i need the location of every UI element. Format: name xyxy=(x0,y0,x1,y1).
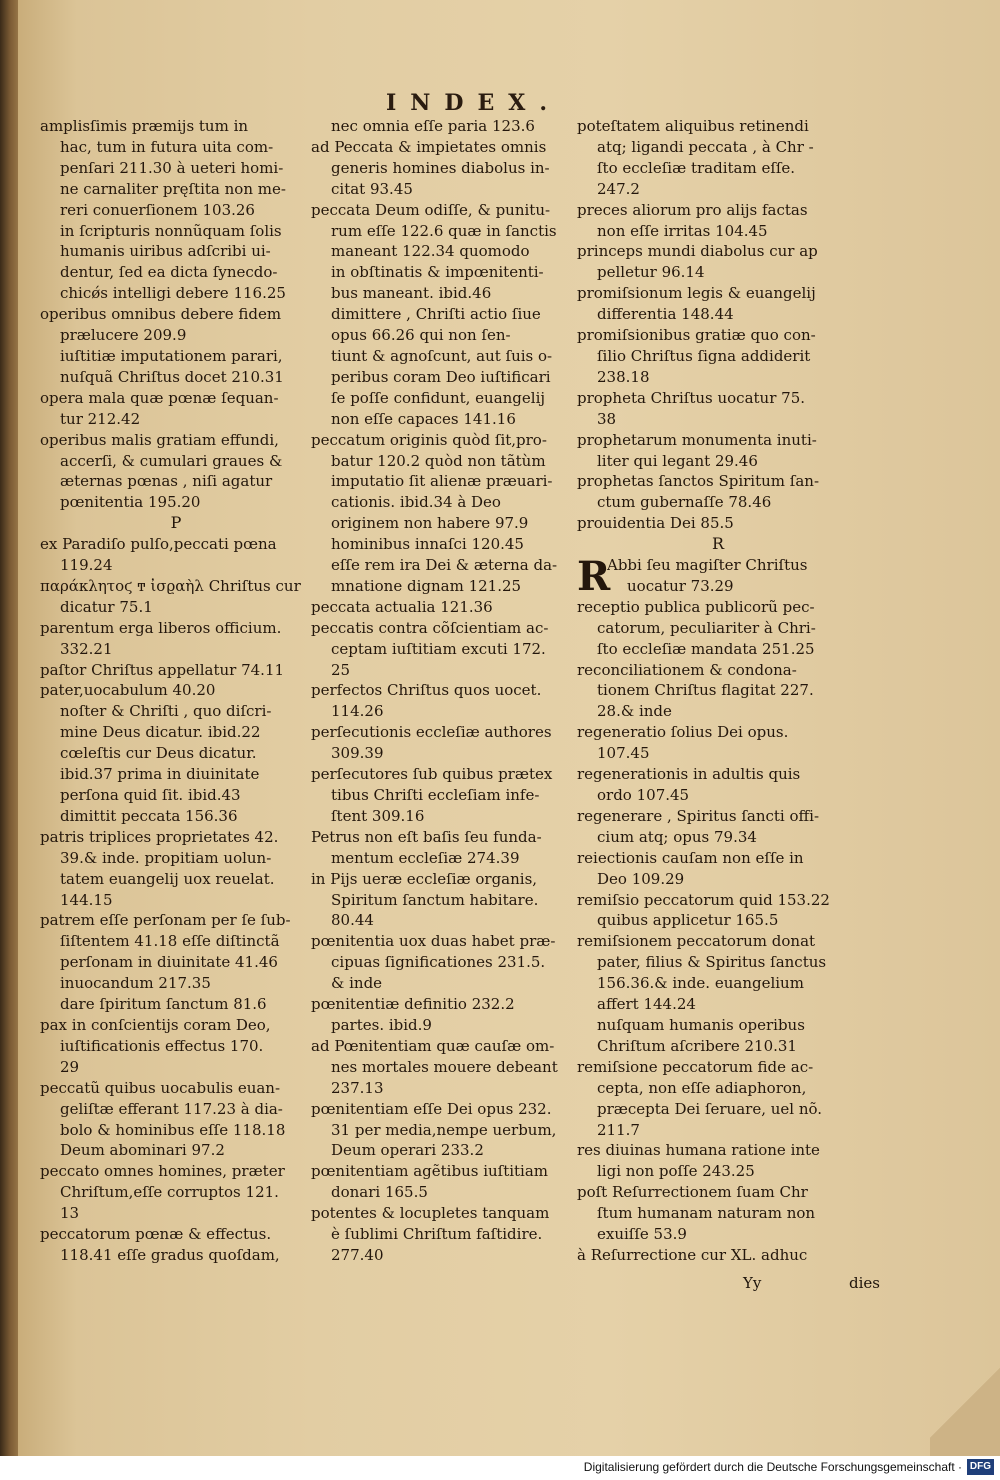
index-line: 247.2 xyxy=(597,179,640,198)
index-line: preces aliorum pro alijs factas xyxy=(577,200,808,219)
index-line: exuiſſe 53.9 xyxy=(597,1225,687,1244)
index-line: παράκλητοϛ ͳ ἰσϱαὴλ Chriſtus cur xyxy=(40,576,301,595)
index-line: hac, tum in futura uita com- xyxy=(60,137,274,156)
index-line: 332.21 xyxy=(60,639,113,658)
index-line: prælucere 209.9 xyxy=(60,326,187,345)
index-line: dicatur 75.1 xyxy=(60,597,153,616)
index-line: 118.41 eſſe gradus quoſdam, xyxy=(60,1245,280,1264)
index-line: peccata actualia 121.36 xyxy=(311,597,493,616)
index-line: peccatum originis quòd ſit,pro- xyxy=(311,430,547,449)
index-line: mine Deus dicatur. ibid.22 xyxy=(60,723,261,742)
index-line: 119.24 xyxy=(60,556,113,575)
index-line: nuſquã Chriſtus docet 210.31 xyxy=(60,367,284,386)
signature-mark: Yy xyxy=(743,1274,762,1292)
index-line: pœnitentiam eſſe Dei opus 232. xyxy=(311,1099,552,1118)
index-line: potentes & locupletes tanquam xyxy=(311,1204,550,1223)
index-line: maneant 122.34 quomodo xyxy=(331,242,530,261)
index-line: inuocandum 217.35 xyxy=(60,974,211,993)
index-line: pax in conſcientijs coram Deo, xyxy=(40,1015,271,1034)
index-line: hominibus innaſci 120.45 xyxy=(331,535,524,554)
index-line: originem non habere 97.9 xyxy=(331,514,529,533)
index-column-3-part-2 xyxy=(577,597,859,1266)
index-line: propheta Chriſtus uocatur 75. xyxy=(577,388,806,407)
index-line: dimittit peccata 156.36 xyxy=(60,806,238,825)
index-line: ſilio Chriſtus ſigna addiderit xyxy=(597,346,811,365)
index-line: batur 120.2 quòd non tãtùm xyxy=(331,451,546,470)
index-column-3 xyxy=(577,116,859,1266)
index-line: 211.7 xyxy=(597,1120,640,1139)
index-line: humanis uiribus adſcribi ui- xyxy=(60,242,271,261)
index-line: ad Peccata & impietates omnis xyxy=(311,137,547,156)
index-line: 309.39 xyxy=(331,744,384,763)
dropcap-letter: R xyxy=(577,553,611,601)
index-line: citat 93.45 xyxy=(331,179,413,198)
index-line: tionem Chriſtus flagitat 227. xyxy=(597,681,814,700)
index-line: differentia 148.44 xyxy=(597,305,734,324)
index-line: ſtum humanam naturam non xyxy=(597,1204,816,1223)
index-line: perſonam in diuinitate 41.46 xyxy=(60,953,278,972)
index-line: tur 212.42 xyxy=(60,409,141,428)
index-line: dare ſpiritum ſanctum 81.6 xyxy=(60,995,267,1014)
index-line: pater, filius & Spiritus ſanctus xyxy=(597,953,827,972)
index-line: imputatio ſit alienæ præuari- xyxy=(331,472,553,491)
index-line: penſari 211.30 à ueteri homi- xyxy=(60,158,284,177)
index-line: uocatur 73.29 xyxy=(627,576,734,595)
index-line: ad Pœnitentiam quæ cauſæ om- xyxy=(311,1036,555,1055)
index-line: 237.13 xyxy=(331,1078,384,1097)
running-head: INDEX. xyxy=(386,90,561,116)
index-line: quibus applicetur 165.5 xyxy=(597,911,779,930)
index-line: operibus omnibus debere fidem xyxy=(40,305,282,324)
index-line: nuſquam humanis operibus xyxy=(597,1015,805,1034)
index-line: in ſcripturis nonnũquam ſolis xyxy=(60,221,282,240)
index-line: mentum eccleſiæ 274.39 xyxy=(331,848,520,867)
index-line: regenerationis in adultis quis xyxy=(577,765,801,784)
index-line: non eſſe irritas 104.45 xyxy=(597,221,768,240)
index-line: ibid.37 prima in diuinitate xyxy=(60,765,260,784)
index-line: reri conuerſionem 103.26 xyxy=(60,200,255,219)
index-line: poteſtatem aliquibus retinendi xyxy=(577,117,809,135)
index-line: 38 xyxy=(597,409,617,428)
index-line: cepta, non eſſe adiaphoron, xyxy=(597,1078,807,1097)
index-line: 29 xyxy=(60,1057,80,1076)
index-line: prouidentia Dei 85.5 xyxy=(577,514,734,533)
index-line: non eſſe capaces 141.16 xyxy=(331,409,516,428)
index-line: cationis. ibid.34 à Deo xyxy=(331,493,501,512)
index-line: pœnitentiæ definitio 232.2 xyxy=(311,995,515,1014)
index-line: 25 xyxy=(331,660,351,679)
index-line: peccatis contra cõſcientiam ac- xyxy=(311,618,549,637)
index-line: chicǿs intelligi debere 116.25 xyxy=(60,284,286,303)
index-column-3-part-1 xyxy=(577,116,859,555)
index-line: partes. ibid.9 xyxy=(331,1015,432,1034)
index-line: tatem euangelij uox reuelat. xyxy=(60,869,275,888)
index-line: ſto eccleſiæ traditam eſſe. xyxy=(597,158,796,177)
index-line: reiectionis cauſam non eſſe in xyxy=(577,848,804,867)
index-line: 107.45 xyxy=(597,744,650,763)
index-line: dimittere , Chriſti actio ſiue xyxy=(331,305,541,324)
index-line: affert 144.24 xyxy=(597,995,696,1014)
index-line: 156.36.& inde. euangelium xyxy=(597,974,804,993)
page-fold-corner xyxy=(930,1350,1000,1456)
index-line: rum eſſe 122.6 quæ in ſanctis xyxy=(331,221,557,240)
index-line: 28.& inde xyxy=(597,702,672,721)
index-line: parentum erga liberos officium. xyxy=(40,618,282,637)
index-line: operibus malis gratiam effundi, xyxy=(40,430,279,449)
index-line: promiſsionum legis & euangelij xyxy=(577,284,816,303)
index-line: dentur, ſed ea dicta ſynecdo- xyxy=(60,263,278,282)
index-line: peccatũ quibus uocabulis euan- xyxy=(40,1078,281,1097)
index-line: ſe poſſe confidunt, euangelij xyxy=(331,388,546,407)
index-line: perſona quid ſit. ibid.43 xyxy=(60,786,241,804)
index-line: liter qui legant 29.46 xyxy=(597,451,758,470)
footer-credit: Digitalisierung gefördert durch die Deutsche Forschungsgemeinschaft · xyxy=(583,1460,962,1474)
index-line: promiſsionibus gratiæ quo con- xyxy=(577,326,816,345)
index-line: eſſe rem ira Dei & æterna da- xyxy=(331,556,558,575)
index-line: Deum operari 233.2 xyxy=(331,1141,484,1160)
catchword: dies xyxy=(849,1274,880,1292)
index-line: atq; ligandi peccata , à Chr - xyxy=(597,137,814,156)
book-page xyxy=(18,0,1000,1456)
index-line: regeneratio ſolius Dei opus. xyxy=(577,723,789,742)
index-line: pœnitentiam agẽtibus iuſtitiam xyxy=(311,1162,549,1181)
index-line: remiſsio peccatorum quid 153.22 xyxy=(577,890,830,909)
index-line: receptio publica publicorũ pec- xyxy=(577,597,815,616)
index-line: æternas pœnas , niſi agatur xyxy=(60,472,273,491)
letter-section-heading: R xyxy=(711,534,725,554)
index-line: è ſublimi Chriſtum faſtidire. xyxy=(331,1225,543,1244)
letter-section-heading: P xyxy=(170,513,182,533)
index-line: remiſsione peccatorum fide ac- xyxy=(577,1057,814,1076)
index-line: peccatorum pœnæ & effectus. xyxy=(40,1225,272,1244)
index-line: poſt Reſurrectionem ſuam Chr xyxy=(577,1183,808,1202)
index-line: opera mala quæ pœnæ ſequan- xyxy=(40,388,279,407)
index-line: ſiſtentem 41.18 eſſe diſtinctã xyxy=(60,932,280,951)
index-line: generis homines diabolus in- xyxy=(331,158,550,177)
index-line: 114.26 xyxy=(331,702,384,721)
index-line: noſter & Chriſti , quo diſcri- xyxy=(60,702,272,721)
index-line: pœnitentia 195.20 xyxy=(60,493,201,512)
index-line: pater,uocabulum 40.20 xyxy=(40,681,216,700)
index-column-2 xyxy=(311,116,585,1266)
index-line: iuſtificationis effectus 170. xyxy=(60,1036,264,1055)
index-line: pœnitentia uox duas habet præ- xyxy=(311,932,556,951)
index-line: perſecutionis eccleſiæ authores xyxy=(311,723,552,742)
index-line: amplisſimis præmijs tum in xyxy=(40,117,249,135)
index-line: 31 per media,nempe uerbum, xyxy=(331,1120,557,1139)
index-line: tiunt & agnoſcunt, aut ſuis o- xyxy=(331,346,553,365)
index-line: ligi non poſſe 243.25 xyxy=(597,1162,755,1181)
index-line: remiſsionem peccatorum donat xyxy=(577,932,816,951)
index-line: ſtent 309.16 xyxy=(331,806,425,825)
index-line: ordo 107.45 xyxy=(597,786,690,804)
index-line: paſtor Chriſtus appellatur 74.11 xyxy=(40,660,285,679)
index-line: patris triplices proprietates 42. xyxy=(40,827,279,846)
index-line: perfectos Chriſtus quos uocet. xyxy=(311,681,542,700)
dropcap-entry xyxy=(577,553,859,601)
index-line: peribus coram Deo iuſtificari xyxy=(331,367,551,386)
index-line: peccata Deum odiſſe, & punitu- xyxy=(311,200,551,219)
index-line: regenerare , Spiritus ſancti offi- xyxy=(577,806,820,825)
index-line: ex Paradiſo pulſo,peccati pœna xyxy=(40,535,277,554)
index-line: prophetarum monumenta inuti- xyxy=(577,430,817,449)
index-line: Deum abominari 97.2 xyxy=(60,1141,225,1160)
index-line: à Reſurrectione cur XL. adhuc xyxy=(577,1245,808,1264)
index-line: 277.40 xyxy=(331,1245,384,1264)
index-line: 238.18 xyxy=(597,367,650,386)
index-line: 39.& inde. propitiam uolun- xyxy=(60,848,272,867)
index-line: res diuinas humana ratione inte xyxy=(577,1141,820,1160)
index-line: præcepta Dei ſeruare, uel nõ. xyxy=(597,1099,823,1118)
index-line: 144.15 xyxy=(60,890,113,909)
index-line: ceptam iuſtitiam excuti 172. xyxy=(331,639,546,658)
footer-bar xyxy=(0,1456,1000,1480)
index-line: cipuas ſignificationes 231.5. xyxy=(331,953,546,972)
index-line: Deo 109.29 xyxy=(597,869,685,888)
index-line: ſto eccleſiæ mandata 251.25 xyxy=(597,639,815,658)
index-line: bolo & hominibus eſſe 118.18 xyxy=(60,1120,286,1139)
index-line: cœleſtis cur Deus dicatur. xyxy=(60,744,257,763)
index-line: accerſi, & cumulari graues & xyxy=(60,451,283,470)
index-line: patrem eſſe perſonam per ſe ſub- xyxy=(40,911,291,930)
index-line: opus 66.26 qui non ſen- xyxy=(331,326,511,345)
index-line: Chriſtum aſcribere 210.31 xyxy=(597,1036,797,1055)
index-line: Petrus non eſt baſis ſeu funda- xyxy=(311,827,542,846)
index-line: Abbi ſeu magiſter Chriſtus xyxy=(607,556,808,575)
index-line: tibus Chriſti eccleſiam infe- xyxy=(331,786,540,804)
index-line: mnatione dignam 121.25 xyxy=(331,576,522,595)
index-line: pelletur 96.14 xyxy=(597,263,705,282)
index-line: ctum gubernaſſe 78.46 xyxy=(597,493,772,512)
index-line: 13 xyxy=(60,1204,80,1223)
index-line: Chriſtum,eſſe corruptos 121. xyxy=(60,1183,279,1202)
index-line: ne carnaliter pręſtita non me- xyxy=(60,179,286,198)
index-line: prophetas ſanctos Spiritum ſan- xyxy=(577,472,820,491)
index-line: nes mortales mouere debeant xyxy=(331,1057,558,1076)
index-line: bus maneant. ibid.46 xyxy=(331,284,492,303)
index-line: cium atq; opus 79.34 xyxy=(597,827,757,846)
index-line: geliſtæ efferant 117.23 à dia- xyxy=(60,1099,283,1118)
index-line: reconciliationem & condona- xyxy=(577,660,797,679)
dfg-logo: DFG xyxy=(967,1459,994,1475)
index-line: perſecutores ſub quibus prætex xyxy=(311,765,553,784)
index-line: peccato omnes homines, præter xyxy=(40,1162,285,1181)
index-line: catorum, peculiariter à Chri- xyxy=(597,618,816,637)
index-line: princeps mundi diabolus cur ap xyxy=(577,242,818,261)
index-line: 80.44 xyxy=(331,911,374,930)
index-line: in Pijs ueræ eccleſiæ organis, xyxy=(311,869,538,888)
index-line: in obſtinatis & impœnitenti- xyxy=(331,263,544,282)
index-line: iuſtitiæ imputationem parari, xyxy=(60,346,283,365)
index-line: nec omnia eſſe paria 123.6 xyxy=(331,117,535,135)
index-line: donari 165.5 xyxy=(331,1183,428,1202)
index-line: Spiritum ſanctum habitare. xyxy=(331,890,539,909)
index-line: & inde xyxy=(331,974,383,993)
index-column-1 xyxy=(40,116,312,1266)
